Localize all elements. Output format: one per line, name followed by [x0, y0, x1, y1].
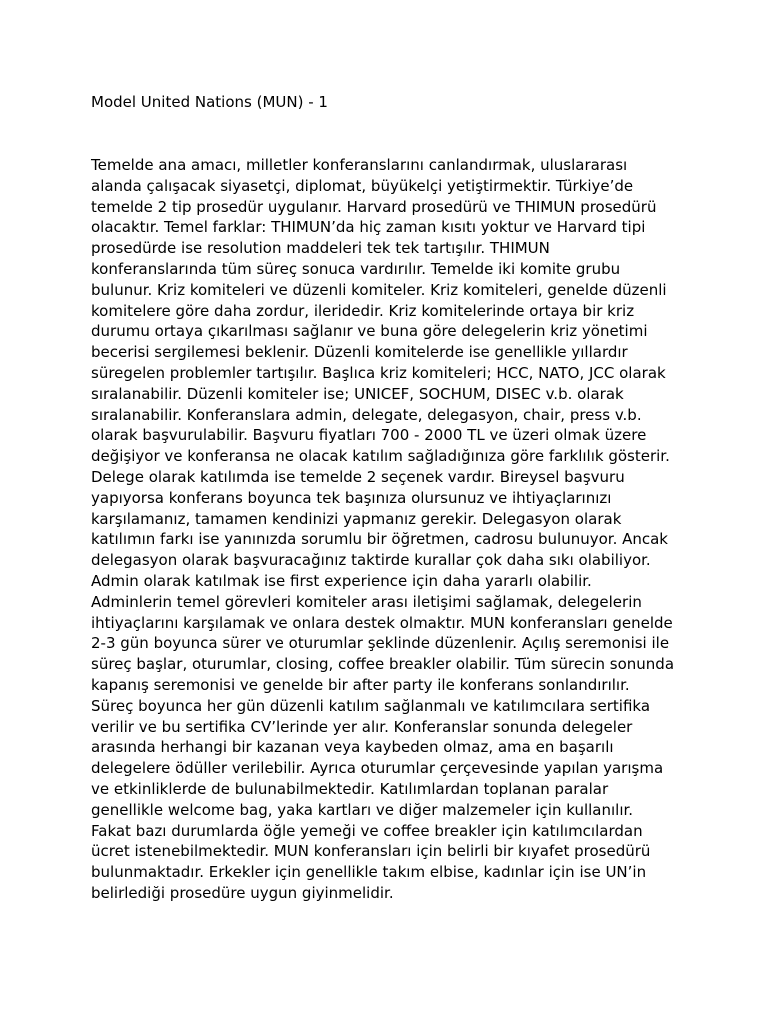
body-text-line: arasında herhangi bir kazanan veya kaybeden olmaz, ama en başarılı [91, 738, 614, 757]
body-text-line: alanda çalışacak siyasetçi, diplomat, büyükelçi yetiştirmektir. Türkiye’de [91, 176, 634, 195]
body-text-line: delegelere ödüller verilebilir. Ayrıca oturumlar çerçevesinde yapılan yarışma [91, 759, 664, 778]
body-text-line: sıralanabilir. Konferanslara admin, delegate, delegasyon, chair, press v.b. [91, 405, 642, 424]
body-text-line: durumu ortaya çıkarılması sağlanır ve buna göre delegelerin kriz yönetimi [91, 322, 648, 341]
body-text-line: konferanslarında tüm süreç sonuca vardırılır. Temelde iki komite grubu [91, 259, 621, 278]
body-text-line: Fakat bazı durumlarda öğle yemeği ve coffee breakler için katılımcılardan [91, 821, 643, 840]
body-text-line: bulunmaktadır. Erkekler için genellikle takım elbise, kadınlar için ise UN’in [91, 863, 647, 882]
body-text-line: Temelde ana amacı, milletler konferanslarını canlandırmak, uluslararası [91, 156, 628, 174]
body-text-line: ihtiyaçlarını karşılamak ve onlara destek olmaktır. MUN konferansları genelde [91, 613, 673, 632]
body-text-line: süregelen problemler tartışılır. Başlıca kriz komiteleri; HCC, NATO, JCC olarak [91, 363, 666, 382]
body-text-line: Süreç boyunca her gün düzenli katılım sağlanmalı ve katılımcılara sertifika [91, 696, 651, 715]
body-text-line: süreç başlar, oturumlar, closing, coffee breakler olabilir. Tüm sürecin sonunda [91, 655, 675, 674]
document-body [91, 155, 691, 904]
body-text-line: değişiyor ve konferansa ne olacak katılım sağladığınıza göre farklılık gösterir. [91, 447, 670, 466]
body-text-line: kapanış seremonisi ve genelde bir after party ile konferans sonlandırılır. [91, 675, 630, 694]
body-text-line: komitelere göre daha zordur, ileridedir. Kriz komitelerinde ortaya bir kriz [91, 301, 635, 320]
body-text-line: ve etkinliklerde de bulunabilmektedir. Katılımlardan toplanan paralar [91, 779, 609, 798]
body-text-line: verilir ve bu sertifika CV’lerinde yer alır. Konferanslar sonunda delegeler [91, 717, 633, 736]
body-text-line: olarak başvurulabilir. Başvuru fiyatları 700 - 2000 TL ve üzeri olmak üzere [91, 426, 647, 445]
body-text-line: katılımın farkı ise yanınızda sorumlu bir öğretmen, cadrosu bulunuyor. Ancak [91, 530, 668, 549]
body-text-line: delegasyon olarak başvuracağınız taktirde kurallar çok daha sıkı olabiliyor. [91, 551, 651, 570]
body-text-line: becerisi sergilemesi beklenir. Düzenli komitelerde ise genellikle yıllardır [91, 343, 628, 362]
body-text-line: Adminlerin temel görevleri komiteler arası iletişimi sağlamak, delegelerin [91, 592, 642, 611]
body-text-line: bulunur. Kriz komiteleri ve düzenli komiteler. Kriz komiteleri, genelde düzenli [91, 280, 667, 299]
body-text-line: Delege olarak katılımda ise temelde 2 seçenek vardır. Bireysel başvuru [91, 467, 625, 486]
document-title: Model United Nations (MUN) - 1 [91, 93, 328, 111]
body-text-line: belirlediği prosedüre uygun giyinmelidir. [91, 883, 394, 902]
body-text-line: temelde 2 tip prosedür uygulanır. Harvard prosedürü ve THIMUN prosedürü [91, 197, 657, 216]
body-text-line: genellikle welcome bag, yaka kartları ve diğer malzemeler için kullanılır. [91, 800, 634, 819]
body-text-line: Admin olarak katılmak ise first experience için daha yararlı olabilir. [91, 571, 592, 590]
body-text-line: yapıyorsa konferans boyunca tek başınıza olursunuz ve ihtiyaçlarınızı [91, 488, 612, 507]
body-text-line: prosedürde ise resolution maddeleri tek tek tartışılır. THIMUN [91, 239, 550, 258]
body-text-line: sıralanabilir. Düzenli komiteler ise; UNICEF, SOCHUM, DISEC v.b. olarak [91, 384, 624, 403]
body-text-line: karşılamanız, tamamen kendinizi yapmanız gerekir. Delegasyon olarak [91, 509, 622, 528]
body-text-line: 2-3 gün boyunca sürer ve oturumlar şeklinde düzenlenir. Açılış seremonisi ile [91, 634, 670, 653]
body-text-line: ücret istenebilmektedir. MUN konferansları için belirli bir kıyafet prosedürü [91, 842, 651, 861]
body-text-line: olacaktır. Temel farklar: THIMUN’da hiç zaman kısıtı yoktur ve Harvard tipi [91, 218, 646, 237]
